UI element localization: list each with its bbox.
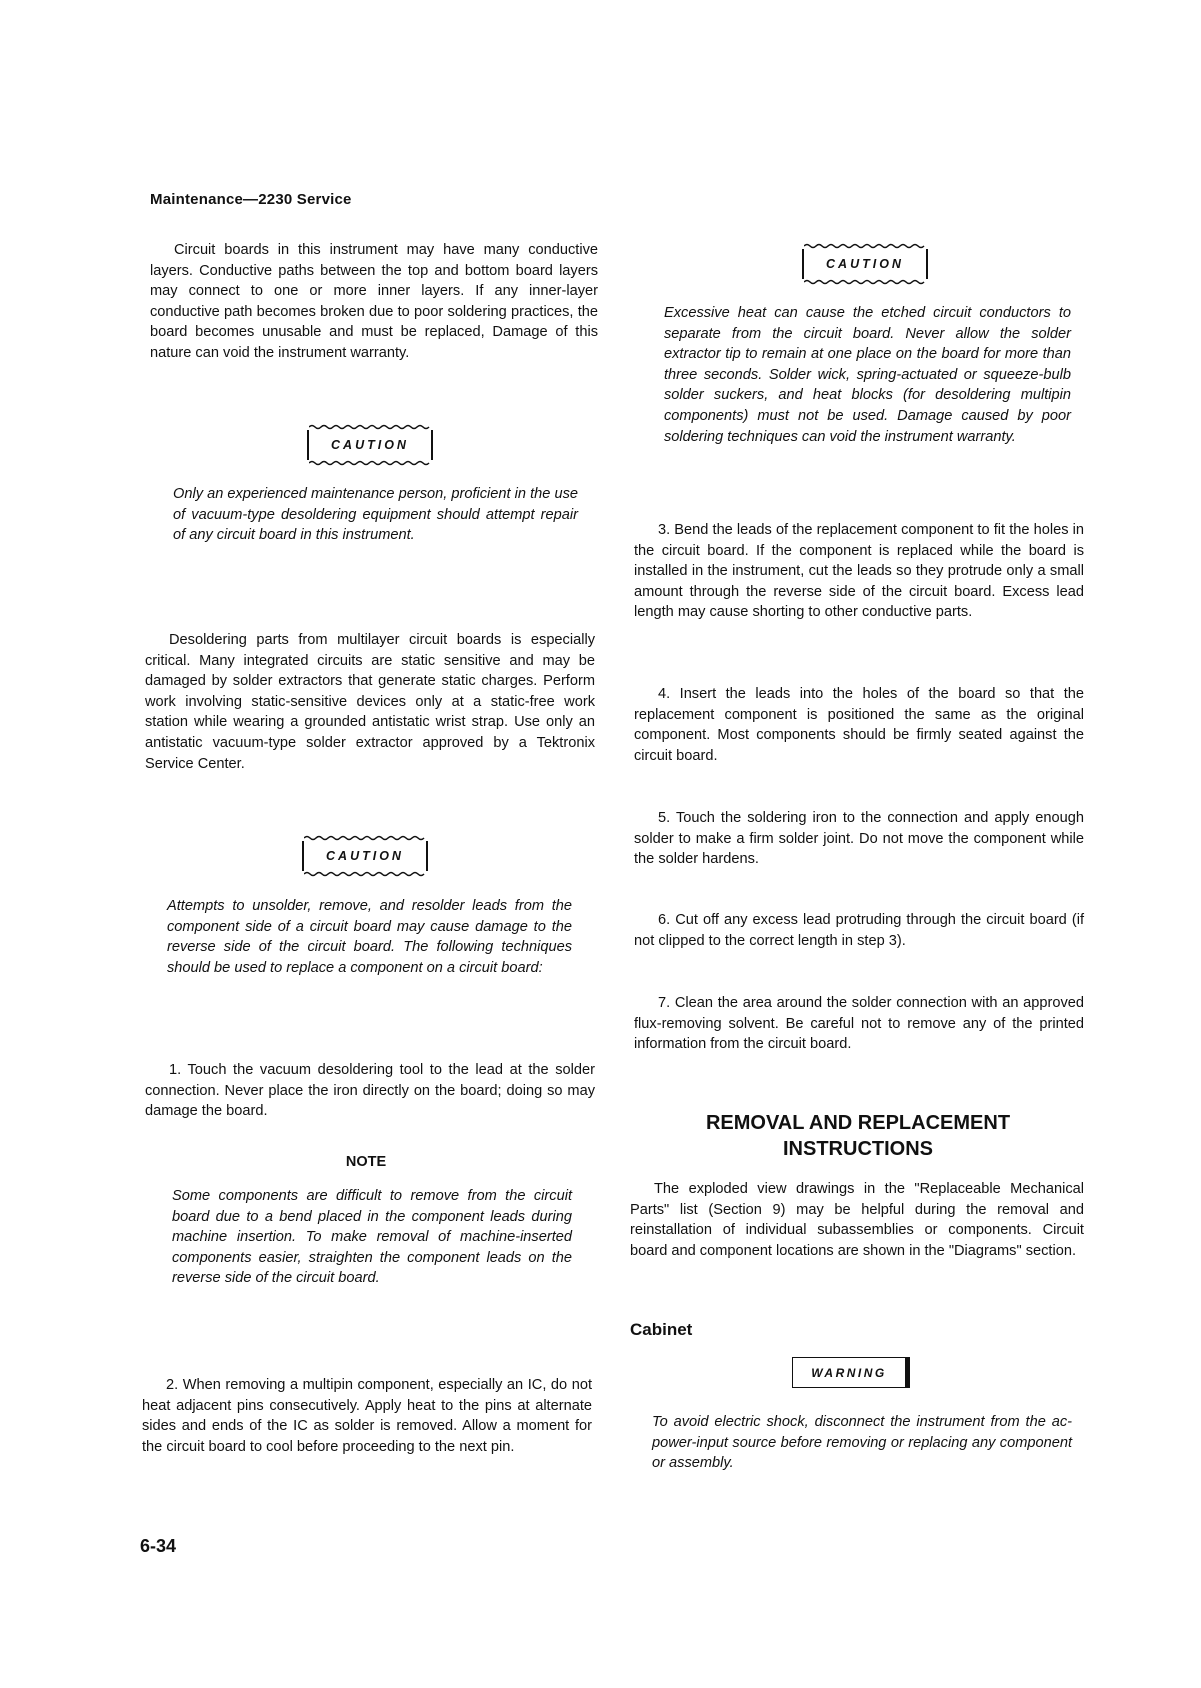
caution-text-2: Attempts to unsolder, remove, and resolder leads from the component side of a circuit board may cause damage to the reverse side of the circuit board. The following techniques should be used to replace a component on a circuit board: [167,898,572,976]
warning-text: To avoid electric shock, disconnect the instrument from the ac-power-input source before removing or replacing any component or assembly. [652,1414,1072,1472]
caution-text-3: Excessive heat can cause the etched circuit conductors to separate from the circuit board. Never allow the solder extractor tip to remain at one place on the board for more than three seconds. Solder wick, spring-actuated or squeeze-bulb solder suckers, and heat blocks (for desoldering multipin components) must not be used. Damage caused by poor soldering techniques can void the instrument warranty. [664,305,1071,445]
caution-box-1 [307,430,433,460]
page-number: 6-34 [140,1536,177,1556]
caution-box-2 [302,841,428,871]
section-paragraph: The exploded view drawings in the "Replaceable Mechanical Parts" list (Section 9) may be helpful during the removal and reinstallation of individual subassemblies or components. Circuit board and component locations are shown in the "Diagrams" section. [630,1181,1084,1259]
step-3: 3. Bend the leads of the replacement component to fit the holes in the circuit board. If the component is replaced while the board is installed in the instrument, cut the leads so they protrude only a small amount through the reverse side of the circuit board. Excess lead length may cause shorting to other conductive parts. [634,522,1084,621]
step-1: 1. Touch the vacuum desoldering tool to the lead at the solder connection. Never place the iron directly on the board; doing so may damage the board. [145,1062,595,1120]
note-text: Some components are difficult to remove from the circuit board due to a bend placed in the component leads during machine insertion. To make removal of machine-inserted components easier, straighten the component leads on the reverse side of the circuit board. [172,1188,572,1287]
running-title: Maintenance—2230 Service [150,191,352,208]
caution-label-2: CAUTION [326,849,404,863]
section-title [648,1110,1068,1162]
note-heading: NOTE [345,1154,387,1170]
caution-text-1: Only an experienced maintenance person, proficient in the use of vacuum-type desoldering equipment should attempt repair of any circuit board in this instrument. [173,486,578,544]
section-title-line-2: INSTRUCTIONS [783,1138,933,1160]
caution-label-1: CAUTION [331,438,409,452]
step-2: 2. When removing a multipin component, especially an IC, do not heat adjacent pins consecutively. Apply heat to the pins at alternate sides and ends of the IC as solder is removed. Allow a moment for the circuit board to cool before proceeding to the next pin. [142,1377,592,1455]
caution-box-3 [802,249,928,279]
section-title-line-1: REMOVAL AND REPLACEMENT [705,1112,1011,1134]
warning-box [792,1357,910,1388]
caution-label-3: CAUTION [826,257,904,271]
step-7: 7. Clean the area around the solder connection with an approved flux-removing solvent. Be careful not to remove any of the printed information from the circuit board. [634,995,1084,1053]
step-6: 6. Cut off any excess lead protruding through the circuit board (if not clipped to the correct length in step 3). [634,912,1084,949]
step-4: 4. Insert the leads into the holes of the board so that the replacement component is positioned the same as the original component. Most components should be firmly seated against the circuit board. [634,686,1084,764]
step-5: 5. Touch the soldering iron to the connection and apply enough solder to make a firm solder joint. Do not move the component while the solder hardens. [634,810,1084,868]
intro-paragraph: Circuit boards in this instrument may have many conductive layers. Conductive paths between the top and bottom board layers may connect to one or more inner layers. If any inner-layer conductive path becomes broken due to poor soldering practices, the board becomes unusable and must be replaced, Damage of this nature can void the instrument warranty. [150,242,598,361]
cabinet-heading: Cabinet [630,1320,693,1339]
desoldering-paragraph: Desoldering parts from multilayer circuit boards is especially critical. Many integrated circuits are static sensitive and may be damaged by solder extractors that generate static charges. Perform work involving static-sensitive devices only at a static-free work station while wearing a grounded antistatic wrist strap. Use only an antistatic vacuum-type solder extractor approved by a Tektronix Service Center. [145,632,595,772]
warning-label: WARNING [811,1365,887,1380]
